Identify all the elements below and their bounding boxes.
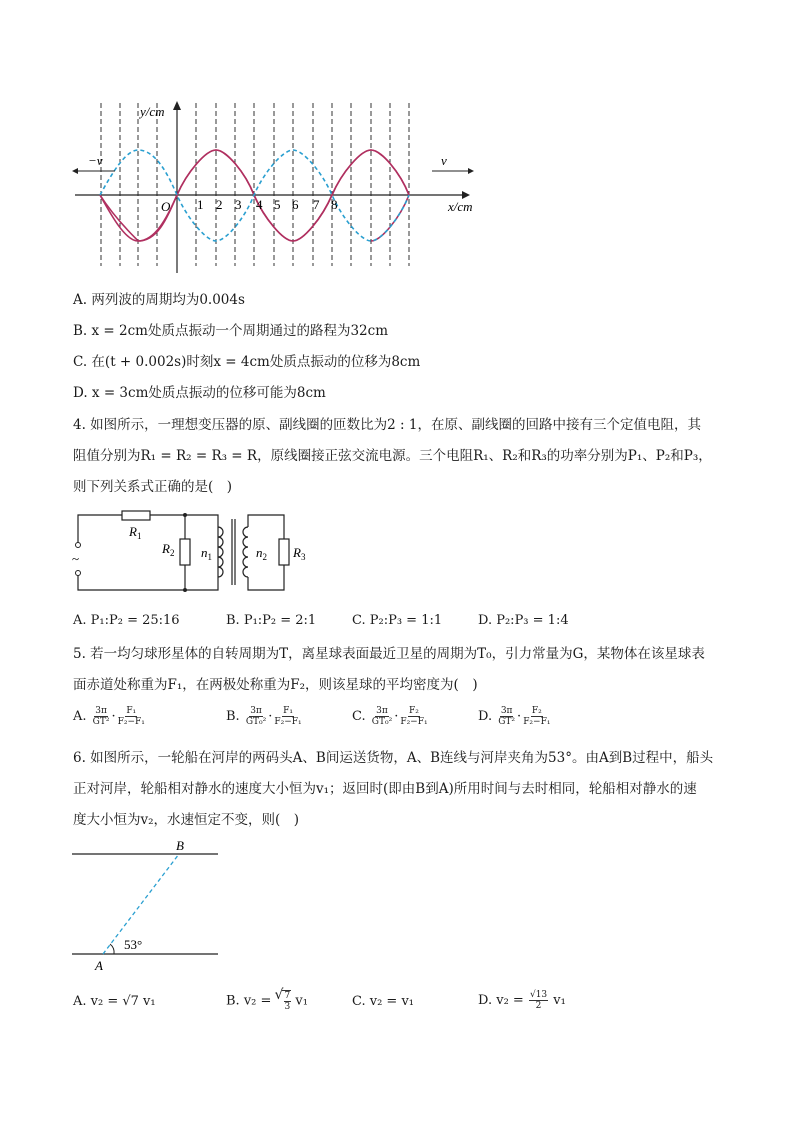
q4-option-b[interactable]: B. P₁:P₂ = 2:1 — [226, 613, 317, 628]
q5-option-b[interactable]: B. $\frac{3\pi}{\text{GT₀²}}$ · $\frac{\text{F₁}}{\text{F₂−F₁}}$ — [226, 706, 302, 727]
angle-arc — [110, 944, 114, 954]
svg-text:2: 2 — [216, 197, 223, 212]
right-arrow-label: v — [441, 153, 447, 168]
svg-text:5: 5 — [274, 197, 281, 212]
x-tick-labels — [197, 197, 338, 212]
q6-text-line2: 正对河岸，轮船相对静水的速度大小恒为v₁；返回时(即由B到A)所用时间与去时相同，轮船相对静水的速 — [73, 781, 697, 797]
q6-text-line1: 6. 如图所示，一轮船在河岸的两码头A、B间运送货物，A、B连线与河岸夹角为53°。由A到B过程中，船头 — [73, 750, 714, 766]
svg-text:n2: $n_2$ — [256, 545, 267, 562]
secondary-coil — [243, 527, 248, 577]
q3-option-a[interactable]: A. 两列波的周期均为0.004s — [73, 292, 245, 308]
svg-text:R3: $R_3$ — [293, 545, 306, 562]
river-figure — [70, 838, 230, 978]
ac-source-symbol: ~ — [72, 551, 80, 566]
source-terminal-top — [76, 543, 81, 548]
q6-option-b[interactable]: B. v₂ = √ $\frac{7}{3}$ v₁ — [226, 987, 308, 1012]
left-arrow-label: −v — [88, 153, 103, 168]
q3-option-b[interactable]: B. x = 2cm处质点振动一个周期通过的路程为32cm — [73, 323, 389, 339]
q5-text-line1: 5. 若一均匀球形星体的自转周期为T，离星球表面最近卫星的周期为T₀，引力常量为G，某物体在该星球表 — [73, 646, 705, 662]
q5-option-d[interactable]: D. $\frac{3\pi}{\text{GT²}}$ · $\frac{\text{F₂}}{\text{F₂−F₁}}$ — [478, 706, 551, 727]
resistor-r3 — [279, 539, 289, 565]
svg-text:6: 6 — [292, 197, 299, 212]
q4-text-line3: 则下列关系式正确的是( ) — [73, 479, 233, 495]
q6-text-line3: 度大小恒为v₂，水速恒定不变，则( ) — [73, 812, 300, 828]
q3-option-d[interactable]: D. x = 3cm处质点振动的位移可能为8cm — [73, 385, 326, 401]
svg-text:3: 3 — [235, 197, 242, 212]
svg-text:7: 7 — [313, 197, 320, 212]
q5-text-line2: 面赤道处称重为F₁，在两极处称重为F₂，则该星球的平均密度为( ) — [73, 677, 478, 693]
primary-coil — [218, 527, 223, 577]
q5-option-c[interactable]: C. $\frac{3\pi}{\text{GT₀²}}$ · $\frac{\text{F₂}}{\text{F₂−F₁}}$ — [352, 706, 428, 727]
resistor-r1 — [122, 511, 150, 520]
y-axis-label: y/cm — [140, 104, 165, 119]
origin-label: O — [161, 199, 171, 214]
q4-text-line1: 4. 如图所示，一理想变压器的原、副线圈的匝数比为2 : 1，在原、副线圈的回路中接有三个定值电阻，其 — [73, 417, 701, 433]
y-axis-arrow — [173, 101, 181, 110]
svg-text:R1: $R_1$ — [129, 524, 142, 541]
svg-text:4: 4 — [256, 197, 263, 212]
source-terminal-bottom — [76, 571, 81, 576]
x-axis-arrow — [462, 191, 470, 199]
q3-option-c[interactable]: C. 在(t + 0.002s)时刻x = 4cm处质点振动的位移为8cm — [73, 354, 421, 370]
q5-option-a[interactable]: A. $\frac{3\pi}{\text{GT²}}$ · $\frac{\text{F₁}}{\text{F₂−F₁}}$ — [73, 706, 145, 727]
svg-text:R2: $R_2$ — [162, 541, 175, 558]
svg-text:1: 1 — [197, 197, 204, 212]
svg-text:n1: $n_1$ — [201, 545, 212, 562]
resistor-r2 — [180, 539, 190, 565]
q4-option-c[interactable]: C. P₂:P₃ = 1:1 — [352, 613, 443, 628]
point-a-label: A — [95, 958, 103, 973]
point-b-label: B — [176, 838, 184, 853]
q6-option-c[interactable]: C. v₂ = v₁ — [352, 994, 415, 1009]
q6-option-a[interactable]: A. v₂ = √7 v₁ — [73, 994, 156, 1009]
dashed-gridlines — [101, 103, 409, 266]
angle-label: 53° — [124, 937, 143, 952]
q4-text-line2: 阻值分别为R₁ = R₂ = R₃ = R，原线圈接正弦交流电源。三个电阻R₁、R₂和R₃的功率分别为P₁、P₂和P₃， — [73, 448, 712, 464]
svg-text:8: 8 — [331, 197, 338, 212]
q4-option-a[interactable]: A. P₁:P₂ = 25:16 — [73, 613, 180, 628]
wave-figure — [70, 98, 490, 278]
x-axis-label: x/cm — [448, 199, 473, 214]
q6-option-d[interactable]: D. v₂ = $\frac{√13}{2}$ v₁ — [478, 990, 566, 1011]
transformer-circuit — [70, 505, 320, 605]
q4-option-d[interactable]: D. P₂:P₃ = 1:4 — [478, 613, 569, 628]
